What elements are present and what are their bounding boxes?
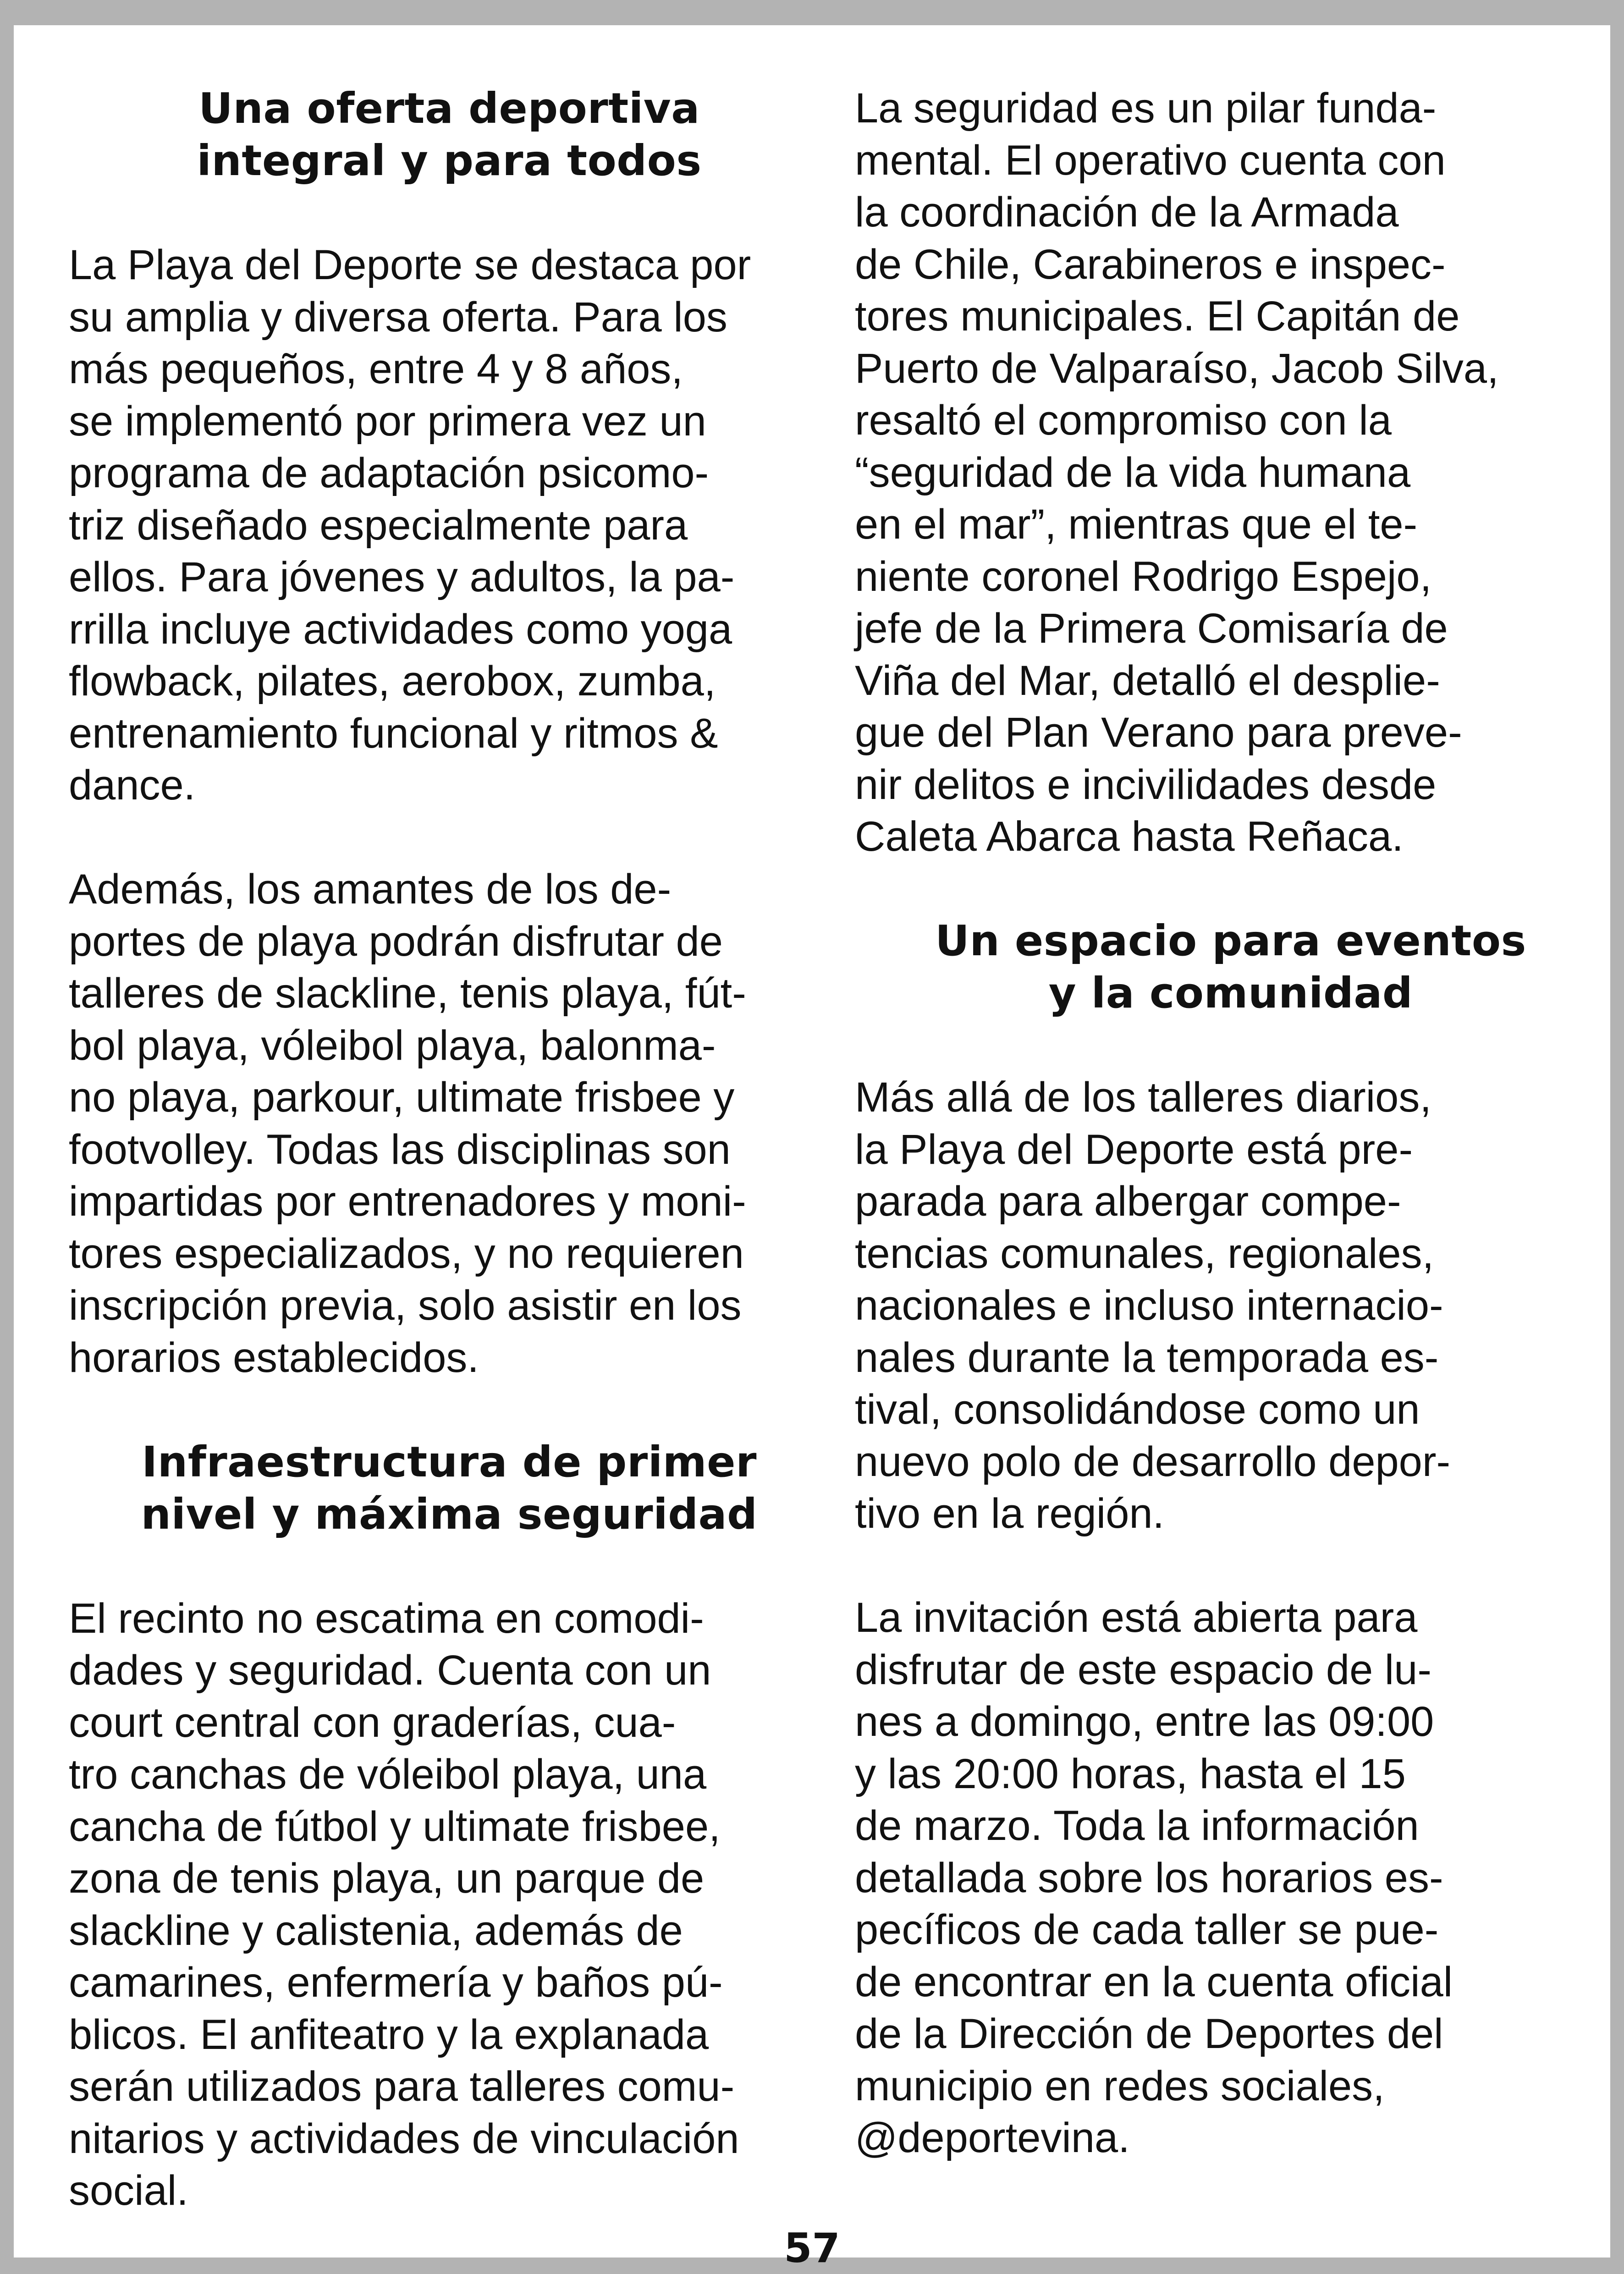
paragraph-oferta-2: Además, los amantes de los de- portes de playa podrán disfrutar de talleres de slackline, tenis playa, fút- bol playa, vóleibol playa, balonma- no playa, parkour, ultimate frisbee y footvolley. Todas las disciplinas son impartidas por entrenadores y moni- tores especializados, y no requieren inscripción previa, solo asistir en los horarios establecidos. bbox=[69, 866, 746, 1381]
paragraph-eventos-1: Más allá de los talleres diarios, la Playa del Deporte está pre- parada para albergar compe- tencias comunales, regionales, nacionales e incluso internacio- nales durante la temporada es- tival, consolidándose como un nuevo polo de desarrollo depor- tivo en la región. bbox=[855, 1074, 1451, 1537]
right-column bbox=[855, 83, 1607, 2216]
page-number: 57 bbox=[784, 2224, 840, 2272]
paragraph-eventos-2: La invitación está abierta para disfrutar de este espacio de lu- nes a domingo, entre las 09:00 y las 20:00 horas, hasta el 15 de marzo. Toda la información detallada sobre los horarios es- pecíficos de cada taller se pue- de encontrar en la cuenta oficial de la Dirección de Deportes del municipio en redes sociales, @deportevina. bbox=[855, 1594, 1453, 2161]
paragraph-oferta-1: La Playa del Deporte se destaca por su amplia y diversa oferta. Para los más pequeños, entre 4 y 8 años, se implementó por primera vez un programa de adaptación psicomo- triz diseñado especialmente para ellos. Para jóvenes y adultos, la pa- rrilla incluye actividades como yoga flowback, pilates, aerobox, zumba, entrenamiento funcional y ritmos & dance. bbox=[69, 242, 751, 809]
section-heading-infraestructura: Infraestructura de primer nivel y máxima seguridad bbox=[141, 1437, 758, 1539]
paragraph-seguridad: La seguridad es un pilar funda- mental. El operativo cuenta con la coordinación de la Armada de Chile, Carabineros e inspec- tores municipales. El Capitán de Puerto de Valparaíso, Jacob Silva, resaltó el compromiso con la “seguridad de la vida humana en el mar”, mientras que el te- niente coronel Rodrigo Espejo, jefe de la Primera Comisaría de Viña del Mar, detalló el desplie- gue del Plan Verano para preve- nir delitos e incivilidades desde Caleta Abarca hasta Reñaca. bbox=[855, 85, 1499, 860]
left-column bbox=[69, 83, 830, 2269]
section-heading-espacio-eventos: Un espacio para eventos y la comunidad bbox=[935, 916, 1526, 1018]
section-heading-oferta-deportiva: Una oferta deportiva integral y para todos bbox=[197, 84, 702, 185]
magazine-page bbox=[14, 25, 1610, 2272]
paragraph-infraestructura-1: El recinto no escatima en comodi- dades y seguridad. Cuenta con un court central con graderías, cua- tro canchas de vóleibol playa, una cancha de fútbol y ultimate frisbee, zona de tenis playa, un parque de slackline y calistenia, además de camarines, enfermería y baños pú- blicos. El anfiteatro y la explanada serán utilizados para talleres comu- nitarios y actividades de vinculación social. bbox=[69, 1595, 739, 2214]
